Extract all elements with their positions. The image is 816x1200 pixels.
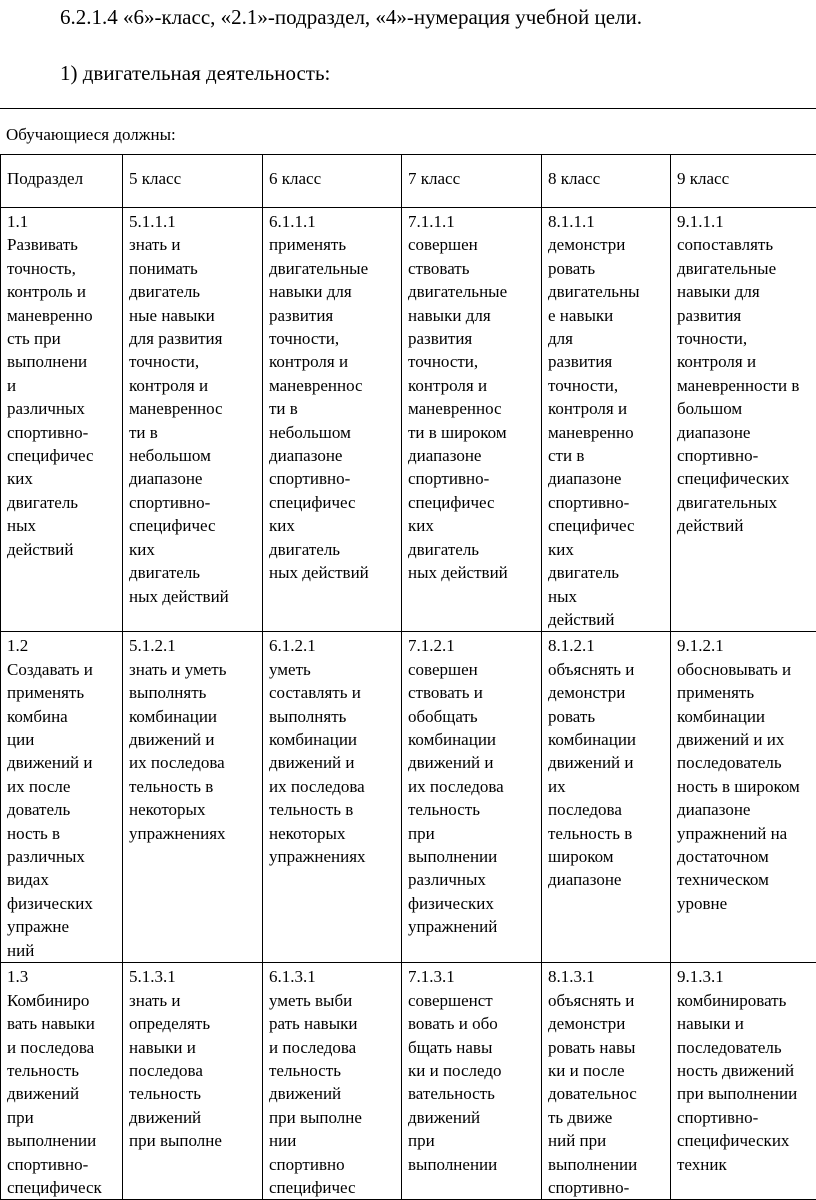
cell-line: выполнении bbox=[548, 1153, 666, 1176]
cell-line: маневренности в bbox=[677, 374, 816, 397]
cell-line: ные навыки bbox=[129, 304, 258, 327]
cell-line: движений и bbox=[129, 728, 258, 751]
cell-line: совершен bbox=[408, 233, 537, 256]
cell-line: ких bbox=[7, 467, 118, 490]
cell-line: 8.1.3.1 bbox=[548, 965, 666, 988]
cell-subsection bbox=[1, 963, 123, 1200]
cell-line: ких bbox=[129, 538, 258, 561]
cell-line: действий bbox=[548, 608, 666, 631]
cell-line: сть при bbox=[7, 327, 118, 350]
cell-line: тельность bbox=[269, 1059, 397, 1082]
cell-line: е навыки bbox=[548, 304, 666, 327]
cell-line: нии bbox=[269, 1129, 397, 1152]
cell-line: широком bbox=[548, 845, 666, 868]
cell-grade-7 bbox=[402, 632, 542, 963]
cell-line: ных действий bbox=[408, 561, 537, 584]
table-row bbox=[1, 963, 816, 1200]
cell-line: спортивно- bbox=[677, 444, 816, 467]
cell-line: точности, bbox=[129, 350, 258, 373]
cell-line: движений bbox=[7, 1082, 118, 1105]
cell-line: уметь bbox=[269, 658, 397, 681]
cell-line: при выполне bbox=[269, 1106, 397, 1129]
cell-line: 7.1.3.1 bbox=[408, 965, 537, 988]
cell-line: выполнении bbox=[408, 845, 537, 868]
cell-line: 9.1.1.1 bbox=[677, 210, 816, 233]
cell-line: маневреннос bbox=[269, 374, 397, 397]
cell-line: ных bbox=[548, 585, 666, 608]
cell-line: понимать bbox=[129, 257, 258, 280]
cell-line: некоторых bbox=[269, 822, 397, 845]
cell-line: двигательны bbox=[548, 280, 666, 303]
cell-line: физических bbox=[7, 892, 118, 915]
cell-line: точности, bbox=[548, 374, 666, 397]
cell-line: при bbox=[408, 822, 537, 845]
cell-line: тельность bbox=[129, 1082, 258, 1105]
cell-line: тельность bbox=[408, 798, 537, 821]
cell-line: Создавать и bbox=[7, 658, 118, 681]
cell-line: движений и bbox=[408, 751, 537, 774]
cell-grade-5 bbox=[123, 632, 263, 963]
header-grade-9: 9 класс bbox=[671, 155, 816, 208]
cell-line: довательнос bbox=[548, 1082, 666, 1105]
cell-line: Развивать bbox=[7, 233, 118, 256]
cell-line: знать и уметь bbox=[129, 658, 258, 681]
cell-line: диапазоне bbox=[408, 444, 537, 467]
cell-line: определять bbox=[129, 1012, 258, 1035]
cell-line: упражнениях bbox=[269, 845, 397, 868]
cell-line: их последова bbox=[129, 751, 258, 774]
cell-line: объяснять и bbox=[548, 989, 666, 1012]
cell-grade-8 bbox=[542, 208, 671, 632]
cell-line: ких bbox=[408, 514, 537, 537]
intro-row bbox=[0, 108, 816, 155]
cell-line: движений и bbox=[7, 751, 118, 774]
cell-line: контроля и bbox=[408, 374, 537, 397]
cell-subsection bbox=[1, 632, 123, 963]
cell-line: достаточном bbox=[677, 845, 816, 868]
cell-line: развития bbox=[677, 304, 816, 327]
cell-line: комбинации bbox=[129, 705, 258, 728]
cell-line: знать и bbox=[129, 233, 258, 256]
cell-line: 6.1.3.1 bbox=[269, 965, 397, 988]
header-grade-6: 6 класс bbox=[263, 155, 402, 208]
cell-line: специфических bbox=[677, 1129, 816, 1152]
cell-grade-9 bbox=[671, 208, 816, 632]
cell-line: 9.1.3.1 bbox=[677, 965, 816, 988]
cell-line: диапазоне bbox=[677, 798, 816, 821]
cell-line: 6.1.2.1 bbox=[269, 634, 397, 657]
cell-subsection bbox=[1, 208, 123, 632]
cell-line: специфичес bbox=[7, 444, 118, 467]
cell-line: ки и после bbox=[548, 1059, 666, 1082]
cell-line: движений bbox=[269, 1082, 397, 1105]
cell-line: техник bbox=[677, 1153, 816, 1176]
cell-line: двигатель bbox=[548, 561, 666, 584]
cell-grade-6 bbox=[263, 208, 402, 632]
cell-line: диапазоне bbox=[677, 421, 816, 444]
cell-line: двигатель bbox=[269, 538, 397, 561]
cell-line: двигатель bbox=[129, 280, 258, 303]
cell-line: комбинации bbox=[269, 728, 397, 751]
cell-grade-6 bbox=[263, 632, 402, 963]
header-subsection: Подраздел bbox=[1, 155, 123, 208]
header-grade-7: 7 класс bbox=[402, 155, 542, 208]
cell-line: контроля и bbox=[677, 350, 816, 373]
cell-line: и bbox=[7, 374, 118, 397]
cell-line: техническом bbox=[677, 868, 816, 891]
cell-line: обосновывать и bbox=[677, 658, 816, 681]
cell-line: комбинации bbox=[677, 705, 816, 728]
cell-line: знать и bbox=[129, 989, 258, 1012]
cell-line: ти в широком bbox=[408, 421, 537, 444]
cell-line: при выполнении bbox=[677, 1082, 816, 1105]
cell-line: сти в bbox=[548, 444, 666, 467]
cell-line: 8.1.2.1 bbox=[548, 634, 666, 657]
cell-grade-7 bbox=[402, 963, 542, 1200]
cell-line: точности, bbox=[408, 350, 537, 373]
cell-line: диапазоне bbox=[548, 868, 666, 891]
cell-line: совершенст bbox=[408, 989, 537, 1012]
cell-line: специфичес bbox=[129, 514, 258, 537]
cell-line: действий bbox=[677, 514, 816, 537]
cell-line: ции bbox=[7, 728, 118, 751]
cell-line: навыки для bbox=[677, 280, 816, 303]
cell-line: применять bbox=[7, 681, 118, 704]
cell-line: спортивно- bbox=[269, 467, 397, 490]
cell-line: вать навыки bbox=[7, 1012, 118, 1035]
cell-line: различных bbox=[7, 845, 118, 868]
cell-line: упражне bbox=[7, 915, 118, 938]
cell-line: развития bbox=[548, 350, 666, 373]
cell-line: вовать и обо bbox=[408, 1012, 537, 1035]
cell-line: сопоставлять bbox=[677, 233, 816, 256]
cell-line: бщать навы bbox=[408, 1036, 537, 1059]
cell-line: 7.1.2.1 bbox=[408, 634, 537, 657]
cell-line: ки и последо bbox=[408, 1059, 537, 1082]
table-header-row bbox=[1, 155, 816, 208]
cell-line: ствовать bbox=[408, 257, 537, 280]
cell-line: специфическ bbox=[7, 1176, 118, 1199]
cell-line: тельность в bbox=[548, 822, 666, 845]
cell-line: специфичес bbox=[269, 1176, 397, 1199]
cell-line: демонстри bbox=[548, 233, 666, 256]
cell-line: точности, bbox=[269, 327, 397, 350]
intro-text: Обучающиеся должны: bbox=[6, 124, 176, 146]
cell-line: специфичес bbox=[408, 491, 537, 514]
cell-line: двигательные bbox=[408, 280, 537, 303]
cell-grade-5 bbox=[123, 208, 263, 632]
cell-line: маневренно bbox=[548, 421, 666, 444]
cell-line: ных действий bbox=[129, 585, 258, 608]
cell-line: 5.1.3.1 bbox=[129, 965, 258, 988]
cell-line: диапазоне bbox=[129, 467, 258, 490]
cell-line: их bbox=[548, 775, 666, 798]
cell-line: и последова bbox=[269, 1036, 397, 1059]
cell-line: применять bbox=[269, 233, 397, 256]
cell-line: 1.1 bbox=[7, 210, 118, 233]
cell-line: физических bbox=[408, 892, 537, 915]
cell-line: рать навыки bbox=[269, 1012, 397, 1035]
cell-line: двигатель bbox=[129, 561, 258, 584]
cell-line: диапазоне bbox=[548, 467, 666, 490]
cell-line: развития bbox=[269, 304, 397, 327]
table-row bbox=[1, 632, 816, 963]
cell-line: большом bbox=[677, 397, 816, 420]
cell-line: двигательных bbox=[677, 491, 816, 514]
cell-line: навыки и bbox=[677, 1012, 816, 1035]
cell-line: видах bbox=[7, 868, 118, 891]
cell-line: ровать навы bbox=[548, 1036, 666, 1059]
cell-line: ких bbox=[548, 538, 666, 561]
cell-line: применять bbox=[677, 681, 816, 704]
cell-line: ти в bbox=[269, 397, 397, 420]
cell-line: при выполне bbox=[129, 1129, 258, 1152]
cell-line: их последова bbox=[269, 775, 397, 798]
cell-grade-9 bbox=[671, 963, 816, 1200]
cell-line: последова bbox=[548, 798, 666, 821]
cell-line: выполнении bbox=[7, 1129, 118, 1152]
cell-line: ровать bbox=[548, 705, 666, 728]
cell-line: двигатель bbox=[408, 538, 537, 561]
header-grade-5: 5 класс bbox=[123, 155, 263, 208]
cell-line: упражнениях bbox=[129, 822, 258, 845]
cell-line: ких bbox=[269, 514, 397, 537]
cell-grade-5 bbox=[123, 963, 263, 1200]
cell-line: выполнять bbox=[129, 681, 258, 704]
cell-line: комбинации bbox=[548, 728, 666, 751]
cell-line: ность движений bbox=[677, 1059, 816, 1082]
cell-line: ность в bbox=[7, 822, 118, 845]
cell-line: некоторых bbox=[129, 798, 258, 821]
cell-line: движений bbox=[129, 1106, 258, 1129]
cell-line: движений bbox=[408, 1106, 537, 1129]
cell-line: точность, bbox=[7, 257, 118, 280]
cell-line: ть движе bbox=[548, 1106, 666, 1129]
cell-line: точности, bbox=[677, 327, 816, 350]
cell-line: контроля и bbox=[269, 350, 397, 373]
cell-line: последова bbox=[129, 1059, 258, 1082]
cell-line: совершен bbox=[408, 658, 537, 681]
cell-line: комбинировать bbox=[677, 989, 816, 1012]
cell-line: для bbox=[548, 327, 666, 350]
cell-line: спортивно bbox=[269, 1153, 397, 1176]
cell-line: действий bbox=[7, 538, 118, 561]
cell-line: различных bbox=[408, 868, 537, 891]
cell-line: последователь bbox=[677, 1036, 816, 1059]
cell-grade-8 bbox=[542, 632, 671, 963]
cell-line: последователь bbox=[677, 751, 816, 774]
cell-line: тельность в bbox=[129, 775, 258, 798]
cell-line: движений и bbox=[269, 751, 397, 774]
cell-line: упражнений на bbox=[677, 822, 816, 845]
cell-line: 1.2 bbox=[7, 634, 118, 657]
cell-line: маневреннос bbox=[408, 397, 537, 420]
cell-line: при bbox=[408, 1129, 537, 1152]
cell-line: обобщать bbox=[408, 705, 537, 728]
cell-line: ровать bbox=[548, 257, 666, 280]
cell-line: спортивно- bbox=[408, 467, 537, 490]
cell-line: маневренно bbox=[7, 304, 118, 327]
cell-line: упражнений bbox=[408, 915, 537, 938]
cell-line: 6.1.1.1 bbox=[269, 210, 397, 233]
heading-section-title: 1) двигательная деятельность: bbox=[60, 60, 330, 86]
cell-line: навыки для bbox=[408, 304, 537, 327]
cell-line: ных действий bbox=[269, 561, 397, 584]
cell-line: 1.3 bbox=[7, 965, 118, 988]
cell-line: уметь выби bbox=[269, 989, 397, 1012]
header-grade-8: 8 класс bbox=[542, 155, 671, 208]
cell-grade-7 bbox=[402, 208, 542, 632]
cell-line: движений и bbox=[548, 751, 666, 774]
cell-grade-9 bbox=[671, 632, 816, 963]
cell-line: небольшом bbox=[269, 421, 397, 444]
cell-line: контроля и bbox=[548, 397, 666, 420]
cell-line: 5.1.1.1 bbox=[129, 210, 258, 233]
cell-line: демонстри bbox=[548, 681, 666, 704]
cell-line: контроль и bbox=[7, 280, 118, 303]
cell-line: движений и их bbox=[677, 728, 816, 751]
cell-line: комбина bbox=[7, 705, 118, 728]
cell-line: специфических bbox=[677, 467, 816, 490]
cell-line: развития bbox=[408, 327, 537, 350]
cell-line: различных bbox=[7, 397, 118, 420]
cell-line: 8.1.1.1 bbox=[548, 210, 666, 233]
cell-line: маневреннос bbox=[129, 397, 258, 420]
cell-line: объяснять и bbox=[548, 658, 666, 681]
cell-line: контроля и bbox=[129, 374, 258, 397]
cell-line: спортивно- bbox=[677, 1106, 816, 1129]
cell-line: при bbox=[7, 1106, 118, 1129]
cell-line: Комбиниро bbox=[7, 989, 118, 1012]
cell-line: составлять и bbox=[269, 681, 397, 704]
cell-line: 9.1.2.1 bbox=[677, 634, 816, 657]
cell-line: спортивно- bbox=[7, 1153, 118, 1176]
cell-line: для развития bbox=[129, 327, 258, 350]
cell-line: 7.1.1.1 bbox=[408, 210, 537, 233]
cell-line: 5.1.2.1 bbox=[129, 634, 258, 657]
cell-line: специфичес bbox=[548, 514, 666, 537]
cell-line: тельность в bbox=[269, 798, 397, 821]
cell-line: ных bbox=[7, 514, 118, 537]
cell-line: навыки для bbox=[269, 280, 397, 303]
cell-line: двигатель bbox=[7, 491, 118, 514]
cell-line: выполнении bbox=[408, 1153, 537, 1176]
cell-line: выполнять bbox=[269, 705, 397, 728]
cell-line: диапазоне bbox=[269, 444, 397, 467]
cell-line: двигательные bbox=[269, 257, 397, 280]
heading-objective-code: 6.2.1.4 «6»-класс, «2.1»-подраздел, «4»-нумерация учебной цели. bbox=[60, 4, 642, 30]
cell-line: специфичес bbox=[269, 491, 397, 514]
cell-line: уровне bbox=[677, 892, 816, 915]
cell-line: небольшом bbox=[129, 444, 258, 467]
cell-line: ти в bbox=[129, 421, 258, 444]
cell-line: ний bbox=[7, 939, 118, 962]
cell-line: спортивно- bbox=[129, 491, 258, 514]
cell-line: ний при bbox=[548, 1129, 666, 1152]
cell-line: ствовать и bbox=[408, 681, 537, 704]
objectives-table bbox=[0, 154, 816, 1200]
cell-line: спортивно- bbox=[548, 1176, 666, 1199]
cell-line: ность в широком bbox=[677, 775, 816, 798]
cell-line: навыки и bbox=[129, 1036, 258, 1059]
cell-line: тельность bbox=[7, 1059, 118, 1082]
cell-grade-6 bbox=[263, 963, 402, 1200]
cell-line: их последова bbox=[408, 775, 537, 798]
cell-line: спортивно- bbox=[7, 421, 118, 444]
cell-line: спортивно- bbox=[548, 491, 666, 514]
cell-line: выполнени bbox=[7, 350, 118, 373]
cell-line: вательность bbox=[408, 1082, 537, 1105]
cell-line: двигательные bbox=[677, 257, 816, 280]
cell-line: их после bbox=[7, 775, 118, 798]
cell-line: комбинации bbox=[408, 728, 537, 751]
cell-line: демонстри bbox=[548, 1012, 666, 1035]
table-row bbox=[1, 208, 816, 632]
cell-grade-8 bbox=[542, 963, 671, 1200]
cell-line: дователь bbox=[7, 798, 118, 821]
cell-line: и последова bbox=[7, 1036, 118, 1059]
